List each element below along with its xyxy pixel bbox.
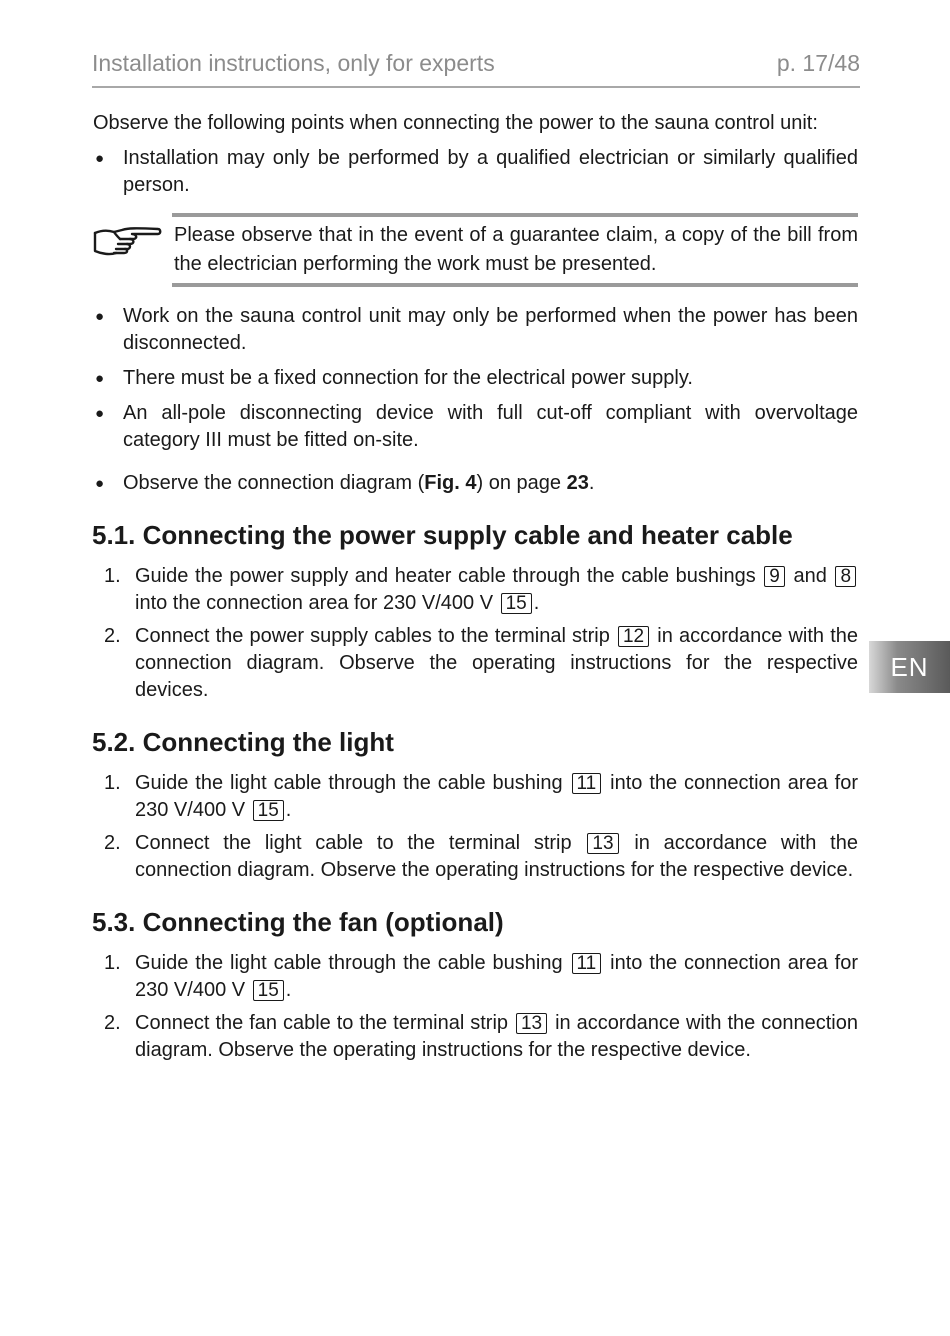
page-content bbox=[92, 110, 858, 1070]
note-rule-top bbox=[172, 213, 858, 217]
pointing-hand-icon bbox=[92, 221, 162, 261]
list-item bbox=[92, 303, 858, 357]
requirements-list-b bbox=[92, 303, 858, 497]
section-heading-5-3: 5.3. Connecting the fan (optional) bbox=[92, 907, 504, 937]
section-heading-5-2: 5.2. Connecting the light bbox=[92, 727, 394, 757]
list-item-text: Observe the connection diagram (Fig. 4) on page 23. bbox=[123, 472, 595, 494]
step-item: 2. Connect the power supply cables to the terminal strip 12 in accordance with the connection diagram. Observe the operating instructions for the respective devices. bbox=[104, 625, 858, 701]
bullet-icon: ● bbox=[95, 475, 105, 492]
component-reference: 8 bbox=[835, 566, 856, 587]
component-reference: 13 bbox=[516, 1013, 547, 1034]
figure-reference: Fig. 4 bbox=[424, 472, 477, 494]
list-item-text: There must be a fixed connection for the electrical power supply. bbox=[123, 367, 693, 389]
step-item: 2. Connect the light cable to the terminal strip 13 in accordance with the connection diagram. Observe the operating instructions for the respective device. bbox=[104, 832, 858, 881]
step-number: 2. bbox=[104, 1012, 121, 1034]
list-item bbox=[92, 470, 858, 497]
component-reference: 11 bbox=[572, 773, 602, 794]
page-header bbox=[92, 48, 860, 88]
list-item-text: Installation may only be performed by a qualified electrician or similarly qualified person. bbox=[123, 147, 858, 196]
list-item bbox=[92, 145, 858, 199]
steps-list-5-2 bbox=[92, 770, 858, 884]
page-reference: 23 bbox=[566, 472, 589, 494]
component-reference: 15 bbox=[501, 593, 532, 614]
component-reference: 11 bbox=[572, 953, 602, 974]
component-reference: 9 bbox=[764, 566, 785, 587]
step-item: 2. Connect the fan cable to the terminal strip 13 in accordance with the connection diagram. Observe the operating instructions for the respective device. bbox=[104, 1012, 858, 1061]
note-box bbox=[92, 213, 858, 287]
step-number: 1. bbox=[104, 952, 121, 974]
component-reference: 15 bbox=[253, 800, 284, 821]
bullet-icon: ● bbox=[95, 150, 105, 167]
page-number: p. 17/48 bbox=[776, 50, 860, 76]
bullet-icon: ● bbox=[95, 370, 105, 387]
bullet-icon: ● bbox=[95, 308, 105, 325]
section-heading-5-1: 5.1. Connecting the power supply cable and heater cable bbox=[92, 520, 793, 550]
step-number: 2. bbox=[104, 625, 121, 647]
intro-text: Observe the following points when connecting the power to the sauna control unit: bbox=[93, 112, 818, 134]
component-reference: 15 bbox=[253, 980, 284, 1001]
component-reference: 12 bbox=[618, 626, 649, 647]
note-text: Please observe that in the event of a guarantee claim, a copy of the bill from the electrician performing the work must be presented. bbox=[174, 224, 858, 275]
step-number: 2. bbox=[104, 832, 121, 854]
step-number: 1. bbox=[104, 565, 121, 587]
steps-list-5-1 bbox=[92, 563, 858, 704]
step-item: 1. Guide the power supply and heater cable through the cable bushings 9 and 8 into the connection area for 230 V/400 V 15 . bbox=[92, 563, 858, 617]
step-item: 1. Guide the light cable through the cable bushing 11 into the connection area for 230 V/400 V 15 . bbox=[104, 952, 858, 1001]
note-rule-bottom bbox=[172, 283, 858, 287]
list-item-text: An all-pole disconnecting device with full cut-off compliant with overvoltage category III must be fitted on-site. bbox=[123, 402, 858, 451]
list-item-text: Work on the sauna control unit may only be performed when the power has been disconnected. bbox=[123, 305, 858, 354]
bullet-icon: ● bbox=[95, 405, 105, 422]
component-reference: 13 bbox=[587, 833, 618, 854]
language-tab: EN bbox=[869, 641, 950, 693]
list-item bbox=[92, 365, 858, 392]
header-title: Installation instructions, only for experts bbox=[92, 50, 495, 76]
step-item: 1. Guide the light cable through the cable bushing 11 into the connection area for 230 V/400 V 15 . bbox=[104, 772, 858, 821]
steps-list-5-3 bbox=[92, 950, 858, 1064]
list-item bbox=[92, 400, 858, 454]
requirements-list-a bbox=[92, 145, 858, 199]
step-number: 1. bbox=[104, 772, 121, 794]
